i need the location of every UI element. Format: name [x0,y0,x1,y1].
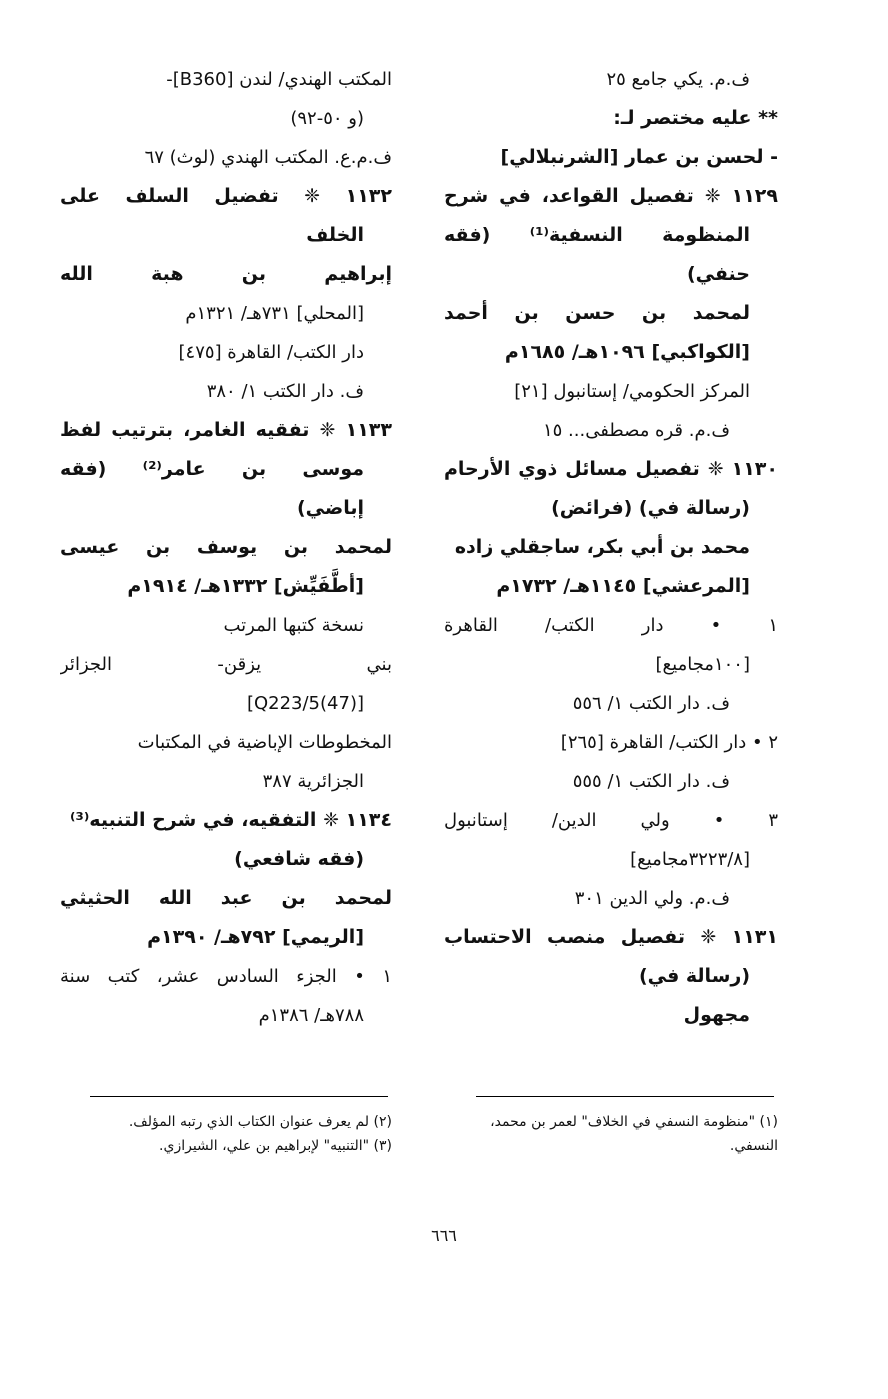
text-line: مجهول [683,1004,750,1026]
text-line: (رسالة في) (فرائض) [551,497,750,519]
page-number: ٦٦٦ [431,1226,457,1245]
text-line: (رسالة في) [638,965,750,987]
right-column [444,60,778,1035]
text-line: [١٠٠مجاميع] [655,654,750,675]
text-line: ١١٣١ ❈ تفصيل منصب الاحتساب [444,926,778,948]
footnote-line: (٢) لم يعرف عنوان الكتاب الذي رتبه المؤلف. [128,1114,392,1130]
text-line: ف. دار الكتب ١/ ٣٨٠ [206,381,364,402]
text-line: ١١٣٣ ❈ تفقيه الغامر، بترتيب لفظ [60,419,392,441]
text-line: نسخة كتبها المرتب [223,615,364,636]
text-line: بني يزقن- الجزائر [60,654,392,675]
text-line: المكتب الهندي/ لندن [B360]- [166,69,392,90]
text-line: محمد بن أبي بكر، ساجقلي زاده [454,536,750,558]
text-line: - لحسن بن عمار [الشرنبلالي] [500,146,778,168]
text-line: [المرعشي] ١١٤٥هـ/ ١٧٣٢م [496,575,750,597]
text-line: المخطوطات الإباضية في المكتبات [137,732,392,753]
text-line: ٢ • دار الكتب/ القاهرة [٢٦٥] [560,732,778,753]
text-line: [الكواكبي] ١٠٩٦هـ/ ١٦٨٥م [504,341,750,363]
text-line: الخلف [306,224,364,246]
text-line: لمحمد بن يوسف بن عيسى [60,536,392,558]
text-line: ف.م.ع. المكتب الهندي (لوث) ٦٧ [144,147,392,168]
text-line: إبراهيم بن هبة الله [60,263,392,285]
text-line: المنظومة النسفية⁽¹⁾ (فقه [444,224,750,246]
text-line: ١ • دار الكتب/ القاهرة [444,615,778,636]
text-line: [أطَّفَيِّش] ١٣٣٢هـ/ ١٩١٤م [127,575,364,597]
text-line: ف. دار الكتب ١/ ٥٥٦ [572,693,730,714]
text-line: ٣ • ولي الدين/ إستانبول [444,810,778,831]
text-line: [٣٢٢٣/٨مجاميع] [630,849,750,870]
text-line: ** عليه مختصر لـ: [613,107,778,129]
text-line: ١١٣٤ ❈ التفقيه، في شرح التنبيه⁽³⁾ [70,809,392,831]
footnote-divider-right [476,1096,774,1097]
text-line: ف.م. ولي الدين ٣٠١ [574,888,730,909]
text-line: ف.م. قره مصطفى... ١٥ [542,420,730,441]
text-line: دار الكتب/ القاهرة [٤٧٥] [178,342,364,363]
text-line: ١ • الجزء السادس عشر، كتب سنة [60,966,392,987]
text-line: ١١٣٠ ❈ تفصيل مسائل ذوي الأرحام [444,458,778,480]
text-line: [(47)Q223/5] [246,693,364,714]
text-line: [الريمي] ٧٩٢هـ/ ١٣٩٠م [147,926,364,948]
text-line: ١١٢٩ ❈ تفصيل القواعد، في شرح [444,185,778,207]
text-line: (و ٥٠-٩٢) [290,108,364,129]
text-line: ٧٨٨هـ/ ١٣٨٦م [258,1005,364,1026]
text-line: ف. دار الكتب ١/ ٥٥٥ [572,771,730,792]
footnote-line: النسفي. [729,1138,778,1154]
footnote-line: (١) "منظومة النسفي في الخلاف" لعمر بن محمد، [490,1114,778,1130]
footnotes-left [60,1110,392,1158]
text-line: حنفي) [686,263,750,285]
text-line: لمحمد بن حسن بن أحمد [444,302,750,324]
text-line: ف.م. يكي جامع ٢٥ [606,69,750,90]
text-line: ١١٣٢ ❈ تفضيل السلف على [60,185,392,207]
footnotes-right [444,1110,778,1158]
footnote-divider-left [90,1096,388,1097]
left-column [60,60,392,1035]
text-line: إباضي) [296,497,364,519]
text-line: [المحلي] ٧٣١هـ/ ١٣٢١م [185,303,364,324]
text-line: موسى بن عامر⁽²⁾ (فقه [60,458,364,480]
footnote-line: (٣) "التنبيه" لإبراهيم بن علي، الشيرازي. [159,1138,392,1154]
text-line: لمحمد بن عبد الله الحثيثي [60,887,392,909]
text-line: الجزائرية ٣٨٧ [262,771,364,792]
text-line: المركز الحكومي/ إستانبول [٢١] [514,381,750,402]
text-line: (فقه شافعي) [234,848,364,870]
